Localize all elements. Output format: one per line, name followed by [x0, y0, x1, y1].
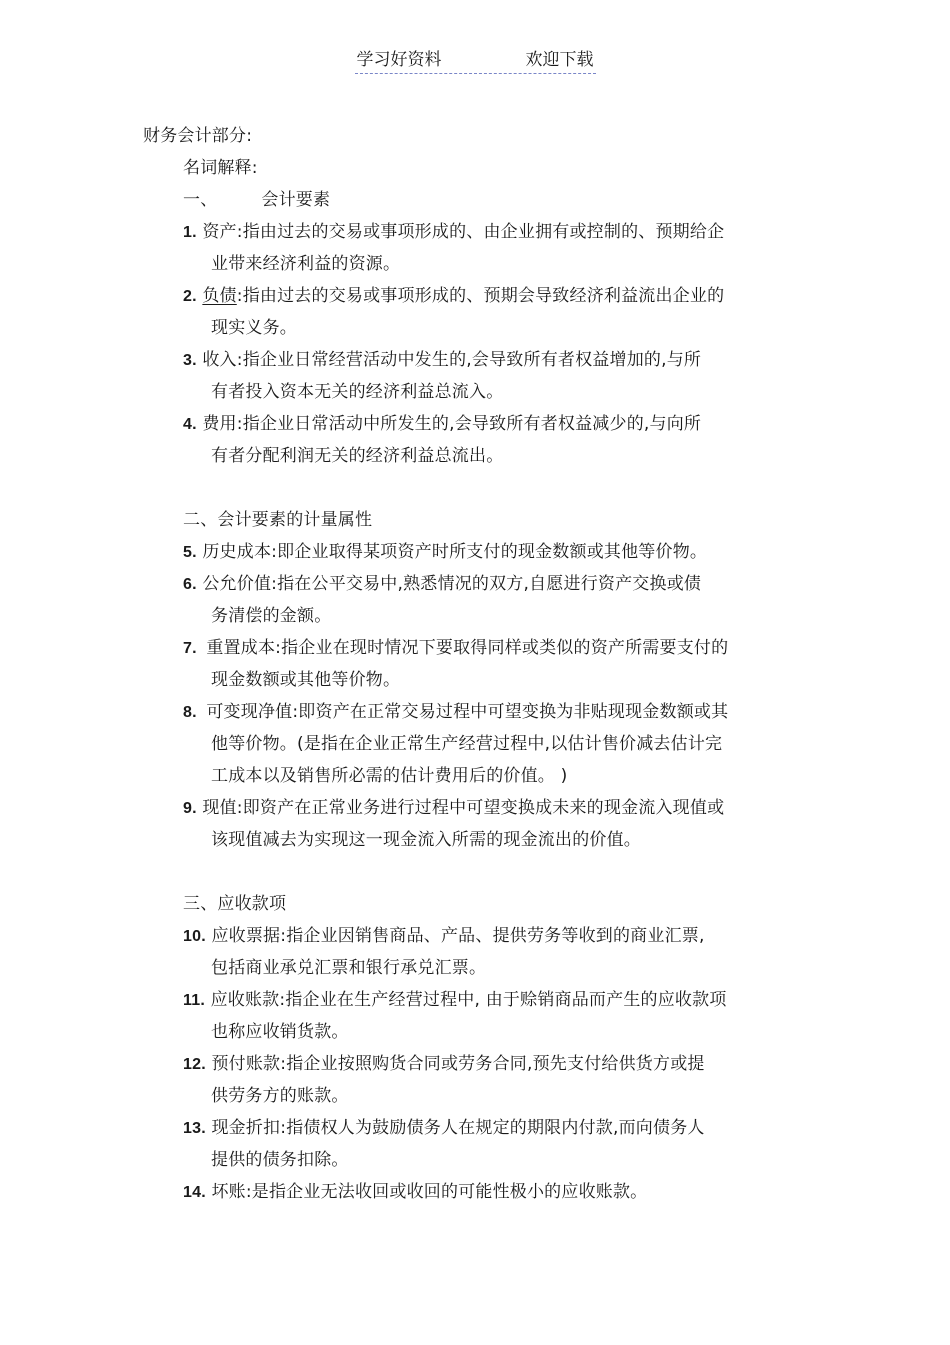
list-item-2 [183, 284, 724, 309]
item-term: 应收票据: [211, 926, 287, 946]
item-number: 10. [183, 928, 206, 945]
item-definition: 指企业因销售商品、产品、提供劳务等收到的商业汇票, [286, 926, 705, 946]
list-item-5 [183, 540, 707, 565]
item-number: 13. [183, 1120, 206, 1137]
list-item-3-cont: 有者投入资本无关的经济利益总流入。 [211, 382, 504, 402]
item-term: 现值: [202, 798, 243, 818]
item-definition: :指由过去的交易或事项形成的、预期会导致经济利益流出企业的 [236, 286, 725, 306]
list-item-6-cont: 务清偿的金额。 [211, 606, 332, 626]
item-definition: 指企业日常经营活动中发生的,会导致所有者权益增加的,与所 [242, 350, 702, 370]
group-heading-3 [183, 892, 286, 916]
list-item-11 [183, 988, 727, 1013]
item-definition: 即资产在正常交易过程中可望变换为非贴现现金数额或其 [298, 702, 729, 722]
item-definition: 指由过去的交易或事项形成的、由企业拥有或控制的、预期给企 [242, 222, 725, 242]
item-term: 费用: [202, 414, 243, 434]
item-definition: 指企业在现时情况下要取得同样或类似的资产所需要支付的 [281, 638, 729, 658]
list-item-1 [183, 220, 724, 245]
list-item-9 [183, 796, 724, 821]
list-item-7-cont: 现金数额或其他等价物。 [211, 670, 401, 690]
list-item-13-cont: 提供的债务扣除。 [211, 1150, 349, 1170]
group-heading-text: 应收款项 [217, 894, 287, 914]
item-term: 坏账: [211, 1182, 252, 1202]
item-term: 现金折扣: [211, 1118, 287, 1138]
item-definition: 是指企业无法收回或收回的可能性极小的应收账款。 [251, 1182, 648, 1202]
list-item-14 [183, 1180, 647, 1205]
list-item-12 [183, 1052, 705, 1077]
header-left-text: 学习好资料 [356, 50, 442, 70]
list-item-4-cont: 有者分配利润无关的经济利益总流出。 [211, 446, 504, 466]
group-heading-text: 会计要素 [261, 190, 331, 210]
item-definition: 即企业取得某项资产时所支付的现金数额或其他等价物。 [277, 542, 708, 562]
item-term: 收入: [202, 350, 243, 370]
item-term: 重置成本: [206, 638, 282, 658]
item-number: 6. [183, 576, 197, 593]
item-number: 3. [183, 352, 197, 369]
item-definition: 指企业按照购货合同或劳务合同,预先支付给供货方或提 [286, 1054, 705, 1074]
list-item-10-cont: 包括商业承兑汇票和银行承兑汇票。 [211, 958, 487, 978]
list-item-9-cont: 该现值减去为实现这一现金流入所需的现金流出的价值。 [211, 830, 641, 850]
list-item-8-cont: 他等价物。(是指在企业正常生产经营过程中,以估计售价减去估计完 [211, 734, 723, 754]
item-term: 资产: [202, 222, 243, 242]
item-number: 5. [183, 544, 197, 561]
list-item-12-cont: 供劳务方的账款。 [211, 1086, 349, 1106]
item-number: 1. [183, 224, 197, 241]
group-heading-text: 会计要素的计量属性 [217, 510, 373, 530]
list-item-6 [183, 572, 701, 597]
group-heading-number: 一、 [183, 190, 218, 210]
item-number: 11. [183, 992, 205, 1009]
list-item-1-cont: 业带来经济利益的资源。 [211, 254, 401, 274]
item-number: 12. [183, 1056, 206, 1073]
list-item-11-cont: 也称应收销货款。 [211, 1022, 349, 1042]
list-item-7 [183, 636, 728, 661]
item-term: 公允价值: [202, 574, 278, 594]
item-number: 14. [183, 1184, 206, 1201]
item-term: 预付账款: [211, 1054, 287, 1074]
list-item-2-cont: 现实义务。 [211, 318, 297, 338]
item-number: 8. [183, 704, 197, 721]
list-item-4 [183, 412, 701, 437]
item-number: 7. [183, 640, 197, 657]
list-item-8 [183, 700, 728, 725]
item-number: 9. [183, 800, 197, 817]
item-definition: 即资产在正常业务进行过程中可望变换成未来的现金流入现值或 [242, 798, 725, 818]
list-item-10 [183, 924, 705, 949]
item-number: 4. [183, 416, 197, 433]
header-right-text: 欢迎下载 [525, 50, 594, 70]
item-definition: 指企业在生产经营过程中, 由于赊销商品而产生的应收款项 [285, 990, 727, 1010]
group-heading-number: 二、 [183, 510, 218, 530]
group-heading-1 [183, 188, 330, 212]
item-term: 负债 [202, 286, 237, 306]
item-definition: 指债权人为鼓励债务人在规定的期限内付款,而向债务人 [286, 1118, 705, 1138]
group-heading-2 [183, 508, 372, 532]
item-term: 应收账款: [210, 990, 286, 1010]
item-definition: 指在公平交易中,熟悉情况的双方,自愿进行资产交换或债 [277, 574, 702, 594]
item-term: 历史成本: [202, 542, 278, 562]
group-heading-number: 三、 [183, 894, 218, 914]
item-number: 2. [183, 288, 197, 305]
list-item-3 [183, 348, 701, 373]
section-title: 财务会计部分: [143, 126, 253, 146]
list-item-13 [183, 1116, 705, 1141]
list-item-8-cont2: 工成本以及销售所必需的估计费用后的价值。 ) [211, 766, 568, 786]
item-definition: 指企业日常活动中所发生的,会导致所有者权益减少的,与向所 [242, 414, 702, 434]
item-term: 可变现净值: [206, 702, 299, 722]
subsection-title: 名词解释: [183, 158, 258, 178]
